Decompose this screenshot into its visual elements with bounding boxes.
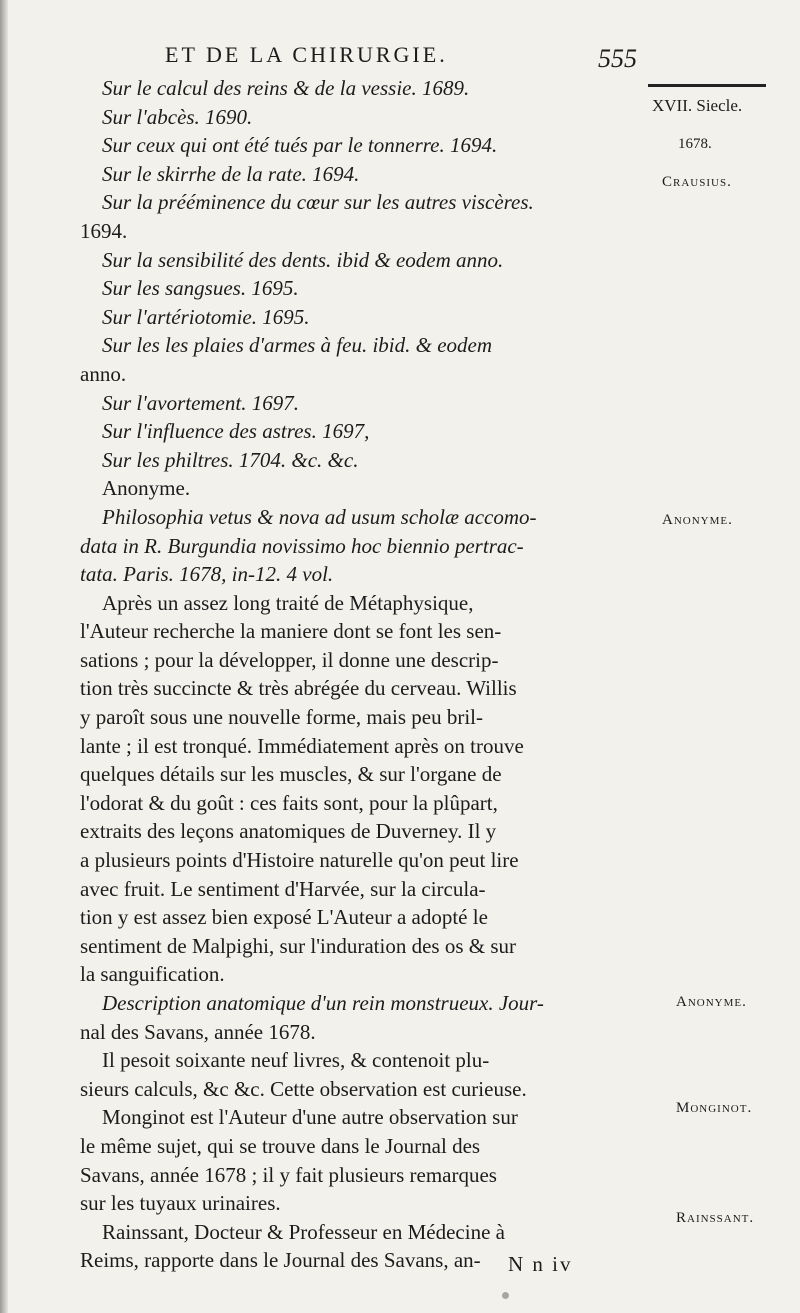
text-line: quelques détails sur les muscles, & sur l'organe de	[80, 762, 502, 787]
text-line: Description anatomique d'un rein monstrueux. Jour-	[102, 991, 544, 1015]
text-line: 1694.	[80, 218, 128, 243]
margin-name-crausius: Crausius.	[662, 174, 732, 190]
text-line: tata. Paris. 1678, in-12. 4 vol.	[80, 562, 334, 587]
text-line: Sur le skirrhe de la rate. 1694.	[102, 161, 360, 186]
text-line: Sur l'avortement. 1697.	[102, 390, 299, 415]
text-line: la sanguification.	[80, 962, 225, 987]
text-line: y paroît sous une nouvelle forme, mais peu bril-	[80, 705, 483, 730]
text-line: Savans, année 1678 ; il y fait plusieurs remarques	[80, 1162, 497, 1187]
header-rule	[648, 84, 766, 87]
text-line: Rainssant, Docteur & Professeur en Médecine à	[102, 1219, 505, 1244]
margin-name-rainssant: Rainssant.	[676, 1210, 755, 1226]
page-edge	[0, 0, 8, 1313]
text-line: l'Auteur recherche la maniere dont se font les sen-	[80, 619, 502, 644]
text-line: tion très succincte & très abrégée du cerveau. Willis	[80, 676, 517, 701]
text-line: l'odorat & du goût : ces faits sont, pour la plûpart,	[80, 790, 498, 815]
text-line: nal des Savans, année 1678.	[80, 1019, 316, 1044]
text-line: Philosophia vetus & nova ad usum scholæ accomo-	[102, 504, 537, 529]
catchword: N n iv	[508, 1252, 573, 1276]
text-line: Sur l'artériotomie. 1695.	[102, 304, 310, 329]
body-text	[80, 74, 655, 1275]
text-line: Sur le calcul des reins & de la vessie. 1689.	[102, 76, 470, 100]
text-line: sations ; pour la développer, il donne une descrip-	[80, 647, 499, 672]
running-title: ET DE LA CHIRURGIE.	[165, 42, 448, 67]
margin-name-monginot: Monginot.	[676, 1100, 753, 1116]
text-line: Sur la sensibilité des dents. ibid & eodem anno.	[102, 247, 504, 272]
text-line: Monginot est l'Auteur d'une autre observation sur	[102, 1105, 518, 1130]
text-line: Sur l'influence des astres. 1697,	[102, 419, 370, 444]
text-line: sentiment de Malpighi, sur l'induration des os & sur	[80, 933, 516, 958]
text-line: sur les tuyaux urinaires.	[80, 1191, 281, 1216]
text-line: extraits des leçons anatomiques de Duverney. Il y	[80, 819, 497, 844]
text-line: avec fruit. Le sentiment d'Harvée, sur la circula-	[80, 876, 486, 901]
text-line: Sur la prééminence du cœur sur les autres viscères.	[102, 190, 534, 215]
text-line: tion y est assez bien exposé L'Auteur a adopté le	[80, 905, 488, 930]
margin-century: XVII. Siecle.	[652, 96, 743, 115]
ink-smudge	[502, 1292, 509, 1299]
text-line: Sur l'abcès. 1690.	[102, 104, 253, 129]
margin-name-anonyme-2: Anonyme.	[676, 994, 747, 1010]
text-line: Anonyme.	[102, 476, 191, 501]
margin-year: 1678.	[678, 136, 712, 152]
text-line: Sur les les plaies d'armes à feu. ibid. & eodem	[102, 333, 493, 358]
text-line: Sur les philtres. 1704. &c. &c.	[102, 447, 359, 472]
text-line: Il pesoit soixante neuf livres, & contenoit plu-	[102, 1048, 490, 1073]
page-number: 555	[598, 44, 637, 73]
text-line: Sur les sangsues. 1695.	[102, 276, 299, 301]
text-line: lante ; il est tronqué. Immédiatement après on trouve	[80, 733, 524, 758]
margin-name-anonyme-1: Anonyme.	[662, 512, 733, 528]
text-line: Sur ceux qui ont été tués par le tonnerre. 1694.	[102, 133, 498, 158]
text-line: anno.	[80, 361, 127, 386]
text-line: sieurs calculs, &c &c. Cette observation est curieuse.	[80, 1076, 527, 1101]
text-line: Reims, rapporte dans le Journal des Savans, an-	[80, 1248, 481, 1273]
text-line: le même sujet, qui se trouve dans le Journal des	[80, 1133, 481, 1158]
text-line: data in R. Burgundia novissimo hoc biennio pertrac-	[80, 533, 524, 558]
text-line: a plusieurs points d'Histoire naturelle qu'on peut lire	[80, 848, 519, 873]
text-line: Après un assez long traité de Métaphysique,	[102, 590, 474, 615]
